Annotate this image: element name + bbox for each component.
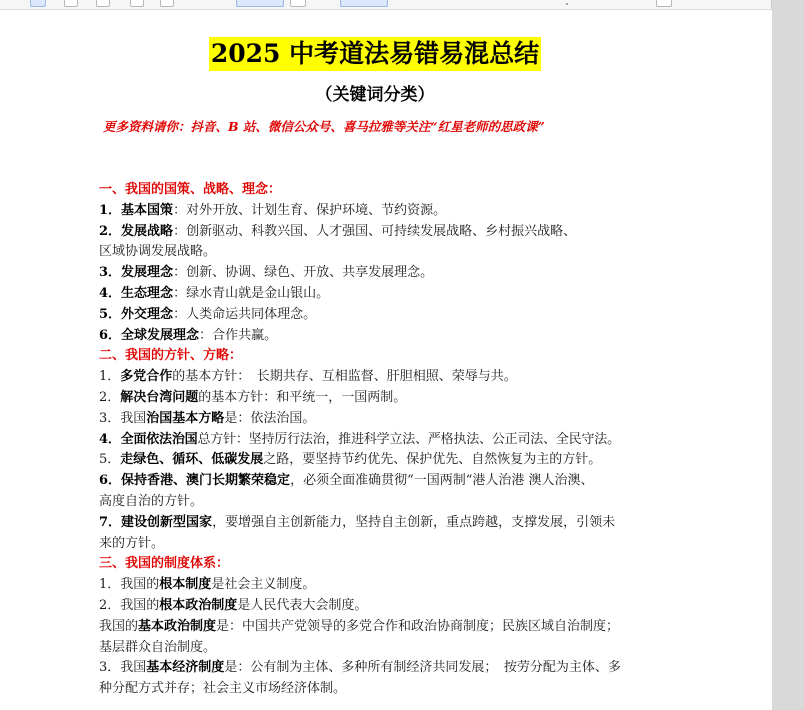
item-keyword: 外交理念 — [121, 306, 174, 322]
item-text: 总方针：坚持厉行法治，推进科学立法、严格执法、公正司法、全民守法。 — [197, 431, 620, 447]
list-item — [99, 450, 659, 471]
item-keyword: 生态理念 — [121, 285, 174, 301]
item-text: ：绿水青山就是金山银山。 — [173, 285, 330, 301]
item-text: 是：公有制为主体、多种所有制经济共同发展； 按劳分配为主体、多 — [224, 660, 621, 676]
list-item-continuation: 高度自治的方针。 — [99, 493, 204, 509]
item-text: 是人民代表大会制度。 — [237, 597, 368, 613]
list-item-continuation: 种分配方式并存；社会主义市场经济体制。 — [99, 681, 347, 697]
item-number: 6． — [99, 327, 122, 343]
list-item — [99, 284, 659, 305]
item-text: 之路，要坚持节约优先、保护优先、自然恢复为主的方针。 — [263, 452, 602, 468]
list-item — [99, 326, 659, 347]
list-item — [99, 658, 659, 679]
item-number: 6． — [99, 473, 122, 489]
list-item — [99, 367, 659, 388]
item-text: 是：依法治国。 — [224, 410, 316, 426]
section-heading-1: 一、我国的国策、战略、理念： — [99, 182, 282, 197]
item-prefix: 我国的 — [120, 597, 160, 613]
item-text: ：合作共赢。 — [199, 327, 278, 343]
item-text: 的基本方针：和平统一，一国两制。 — [198, 389, 407, 405]
item-keyword: 解决台湾问题 — [120, 389, 199, 405]
item-keyword: 建设创新型国家 — [121, 514, 213, 530]
item-text: ：对外开放、计划生育、保护环境、节约资源。 — [173, 202, 447, 218]
item-number: 7． — [99, 514, 122, 530]
list-item — [99, 575, 659, 596]
item-text: 的基本方针： 长期共存、互相监督、肝胆相照、荣辱与共。 — [172, 369, 517, 385]
list-item — [99, 201, 659, 222]
list-item — [99, 388, 659, 409]
item-number: 2． — [99, 389, 121, 405]
item-keyword: 全球发展理念 — [121, 327, 200, 343]
two-page-button[interactable] — [290, 0, 306, 7]
item-prefix: 我国 — [120, 410, 147, 426]
item-keyword: 保持香港、澳门长期繁荣稳定 — [121, 473, 291, 489]
item-number: 3． — [99, 660, 121, 676]
item-number: 1． — [99, 577, 121, 593]
list-item-continuation: 来的方针。 — [99, 535, 165, 551]
single-page-button[interactable] — [340, 0, 388, 7]
item-keyword: 走绿色、循环、低碳发展 — [120, 452, 264, 468]
bookmark-button[interactable] — [96, 0, 110, 7]
list-item — [99, 305, 659, 326]
item-keyword: 治国基本方略 — [146, 410, 225, 426]
item-number: 2． — [99, 597, 121, 613]
list-item — [99, 471, 659, 492]
list-item — [99, 596, 659, 617]
thumbnail-button[interactable] — [64, 0, 78, 7]
list-item — [99, 513, 659, 534]
item-keyword: 全面依法治国 — [120, 431, 198, 447]
item-prefix: 我国的 — [120, 577, 160, 593]
list-item-continuation: 区域协调发展战略。 — [99, 244, 217, 260]
item-number: 4． — [99, 431, 121, 447]
section-heading-2: 二、我国的方针、方略： — [99, 348, 243, 364]
item-number: 4． — [99, 285, 122, 301]
item-keyword: 根本制度 — [159, 577, 212, 593]
page-view-button[interactable] — [30, 0, 46, 7]
title-block — [0, 37, 750, 71]
document-body — [99, 180, 659, 700]
section-heading-3: 三、我国的制度体系： — [99, 556, 230, 572]
item-text: 是：中国共产党领导的多党合作和政治协商制度；民族区域自治制度； — [216, 618, 620, 634]
list-item — [99, 222, 659, 243]
list-item — [99, 430, 659, 451]
zoom-in-button[interactable] — [160, 0, 174, 7]
item-text: ：创新、协调、绿色、开放、共享发展理念。 — [173, 265, 434, 281]
item-keyword: 基本经济制度 — [146, 660, 225, 676]
toolbar-dot-icon — [566, 3, 568, 5]
item-prefix: 我国 — [120, 660, 147, 676]
item-number: 1． — [99, 202, 122, 218]
document-subtitle: （关键词分类） — [315, 85, 435, 105]
promo-line: 更多资料请你：抖音、B 站、微信公众号、喜马拉雅等关注“红星老师的思政课” — [103, 119, 545, 134]
item-keyword: 基本政治制度 — [138, 618, 217, 634]
list-item — [99, 409, 659, 430]
fit-width-button[interactable] — [236, 0, 284, 7]
item-prefix: 我国的 — [99, 618, 139, 634]
item-text: ，必须全面准确贯彻“一国两制“港人治港 澳人治澳、 — [290, 473, 594, 489]
item-number: 3． — [99, 410, 121, 426]
document-title: 2025 中考道法易错易混总结 — [209, 37, 541, 71]
item-keyword: 发展理念 — [121, 265, 174, 281]
item-keyword: 发展战略 — [121, 223, 174, 239]
item-text: ：人类命运共同体理念。 — [173, 306, 317, 322]
item-text: ：创新驱动、科教兴国、人才强国、可持续发展战略、乡村振兴战略、 — [173, 223, 577, 239]
item-number: 5． — [99, 306, 122, 322]
zoom-out-button[interactable] — [130, 0, 144, 7]
vertical-scrollbar[interactable] — [771, 0, 804, 710]
viewer-toolbar — [0, 0, 772, 10]
item-keyword: 根本政治制度 — [159, 597, 238, 613]
item-number: 5． — [99, 452, 121, 468]
item-text: ，要增强自主创新能力，坚持自主创新，重点跨越，支撑发展，引领未 — [212, 514, 616, 530]
item-keyword: 多党合作 — [120, 369, 173, 385]
item-number: 3． — [99, 265, 122, 281]
more-button[interactable] — [656, 0, 672, 7]
list-item — [99, 263, 659, 284]
item-number: 1． — [99, 369, 121, 385]
list-item-continuation: 基层群众自治制度。 — [99, 639, 217, 655]
item-keyword: 基本国策 — [121, 202, 174, 218]
item-number: 2． — [99, 223, 122, 239]
item-text: 是社会主义制度。 — [211, 577, 316, 593]
list-item — [99, 617, 659, 638]
